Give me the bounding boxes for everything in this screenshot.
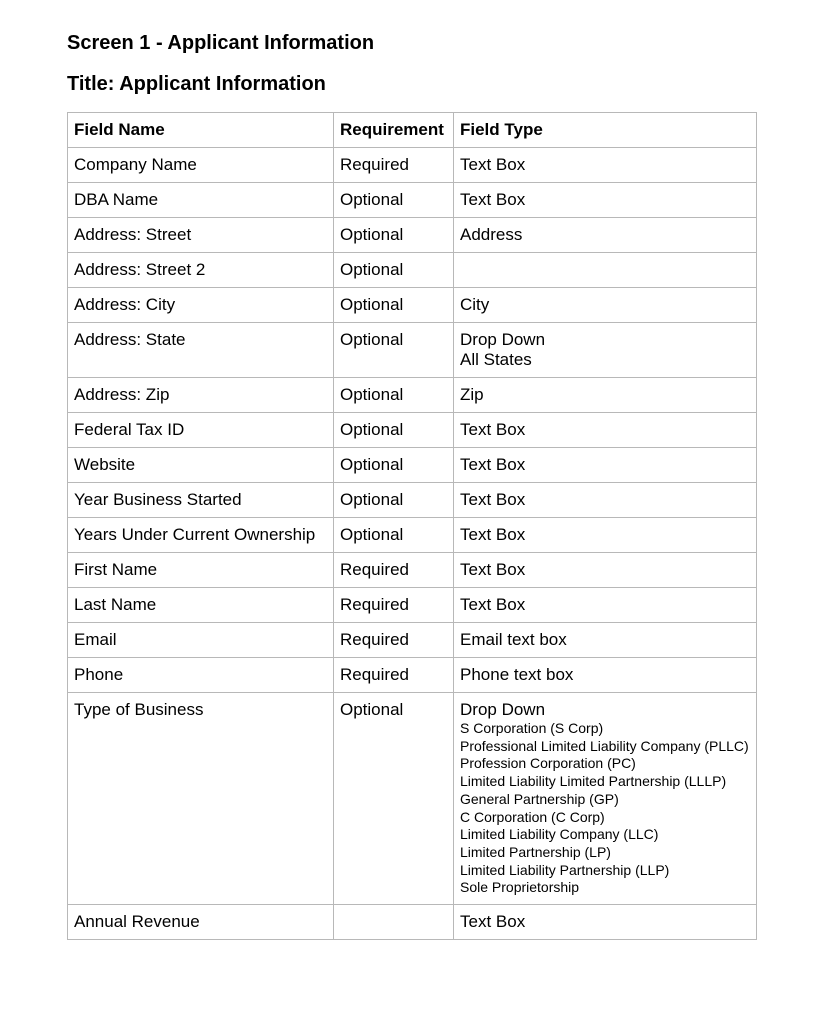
cell-field-name: Type of Business (68, 693, 334, 905)
field-type-label: Email text box (460, 630, 567, 649)
cell-field-type (454, 413, 757, 448)
cell-field-type (454, 323, 757, 378)
cell-requirement: Optional (334, 413, 454, 448)
cell-field-type (454, 448, 757, 483)
field-type-detail: All States (460, 350, 532, 369)
cell-field-type (454, 658, 757, 693)
table-row (68, 183, 757, 218)
cell-field-name: Company Name (68, 148, 334, 183)
table-body (68, 148, 757, 940)
cell-requirement: Required (334, 148, 454, 183)
cell-requirement: Optional (334, 518, 454, 553)
screen-heading: Screen 1 - Applicant Information (67, 32, 375, 54)
field-type-label: Text Box (460, 595, 526, 614)
cell-field-name: First Name (68, 553, 334, 588)
cell-requirement: Required (334, 658, 454, 693)
table-row (68, 413, 757, 448)
dropdown-option: C Corporation (C Corp) (460, 808, 605, 825)
cell-field-name: Address: Street (68, 218, 334, 253)
dropdown-option: General Partnership (GP) (460, 790, 619, 807)
cell-requirement: Optional (334, 183, 454, 218)
cell-field-type (454, 218, 757, 253)
cell-requirement: Optional (334, 448, 454, 483)
field-type-label: City (460, 295, 490, 314)
cell-field-type (454, 378, 757, 413)
cell-field-name: Last Name (68, 588, 334, 623)
cell-field-name: Email (68, 623, 334, 658)
cell-field-type (454, 588, 757, 623)
title-heading: Title: Applicant Information (67, 73, 326, 95)
cell-field-name: DBA Name (68, 183, 334, 218)
cell-requirement: Optional (334, 218, 454, 253)
cell-requirement: Required (334, 553, 454, 588)
cell-requirement: Required (334, 588, 454, 623)
cell-requirement: Optional (334, 693, 454, 905)
header-requirement: Requirement (334, 113, 454, 148)
table-row (68, 253, 757, 288)
dropdown-option: S Corporation (S Corp) (460, 720, 604, 736)
field-type-label: Address (460, 225, 523, 244)
table-row (68, 148, 757, 183)
table-row (68, 448, 757, 483)
table-row (68, 905, 757, 940)
table-row (68, 693, 757, 905)
cell-requirement: Optional (334, 288, 454, 323)
field-type-label: Text Box (460, 190, 526, 209)
table-header-row (68, 113, 757, 148)
dropdown-option: Sole Proprietorship (460, 879, 580, 896)
cell-field-type (454, 253, 757, 288)
cell-field-type (454, 518, 757, 553)
field-type-label: Drop Down (460, 700, 546, 719)
table-row (68, 658, 757, 693)
dropdown-option: Profession Corporation (PC) (460, 755, 636, 772)
table-row (68, 553, 757, 588)
cell-field-name: Year Business Started (68, 483, 334, 518)
cell-requirement: Optional (334, 378, 454, 413)
table-row (68, 218, 757, 253)
field-type-label: Drop Down (460, 330, 546, 349)
field-type-label: Text Box (460, 560, 526, 579)
table-row (68, 518, 757, 553)
cell-field-name: Years Under Current Ownership (68, 518, 334, 553)
field-type-label: Text Box (460, 455, 526, 474)
cell-field-type (454, 693, 757, 905)
dropdown-option: Limited Liability Partnership (LLP) (460, 861, 670, 878)
dropdown-option: Limited Liability Company (LLC) (460, 826, 659, 843)
cell-field-type (454, 288, 757, 323)
field-type-label: Text Box (460, 490, 526, 509)
cell-requirement: Optional (334, 483, 454, 518)
table-row (68, 588, 757, 623)
table-row (68, 483, 757, 518)
cell-field-name: Address: Zip (68, 378, 334, 413)
cell-requirement: Optional (334, 253, 454, 288)
dropdown-option: Limited Liability Limited Partnership (LLLP) (460, 773, 727, 790)
header-field-name: Field Name (68, 113, 334, 148)
dropdown-options-list (460, 720, 750, 897)
header-field-type: Field Type (454, 113, 757, 148)
field-type-label: Text Box (460, 155, 526, 174)
table-row (68, 378, 757, 413)
cell-field-name: Address: Street 2 (68, 253, 334, 288)
cell-field-name: Annual Revenue (68, 905, 334, 940)
table-row (68, 323, 757, 378)
cell-field-type (454, 148, 757, 183)
dropdown-option: Limited Partnership (LP) (460, 843, 611, 860)
field-type-label: Text Box (460, 420, 526, 439)
field-type-label: Phone text box (460, 665, 574, 684)
field-spec-table (67, 112, 757, 940)
cell-field-name: Address: City (68, 288, 334, 323)
cell-field-type (454, 553, 757, 588)
field-type-label: Text Box (460, 912, 526, 932)
cell-field-name: Phone (68, 658, 334, 693)
cell-field-name: Website (68, 448, 334, 483)
cell-field-type (454, 483, 757, 518)
table-row (68, 623, 757, 658)
cell-field-type (454, 183, 757, 218)
cell-requirement (334, 905, 454, 940)
field-type-label: Text Box (460, 525, 526, 544)
cell-requirement: Required (334, 623, 454, 658)
cell-field-type (454, 623, 757, 658)
dropdown-option: Professional Limited Liability Company (PLLC) (460, 737, 749, 754)
table-row (68, 288, 757, 323)
cell-requirement: Optional (334, 323, 454, 378)
field-type-label: Zip (460, 385, 484, 404)
cell-field-name: Address: State (68, 323, 334, 378)
cell-field-type (454, 905, 757, 940)
cell-field-name: Federal Tax ID (68, 413, 334, 448)
